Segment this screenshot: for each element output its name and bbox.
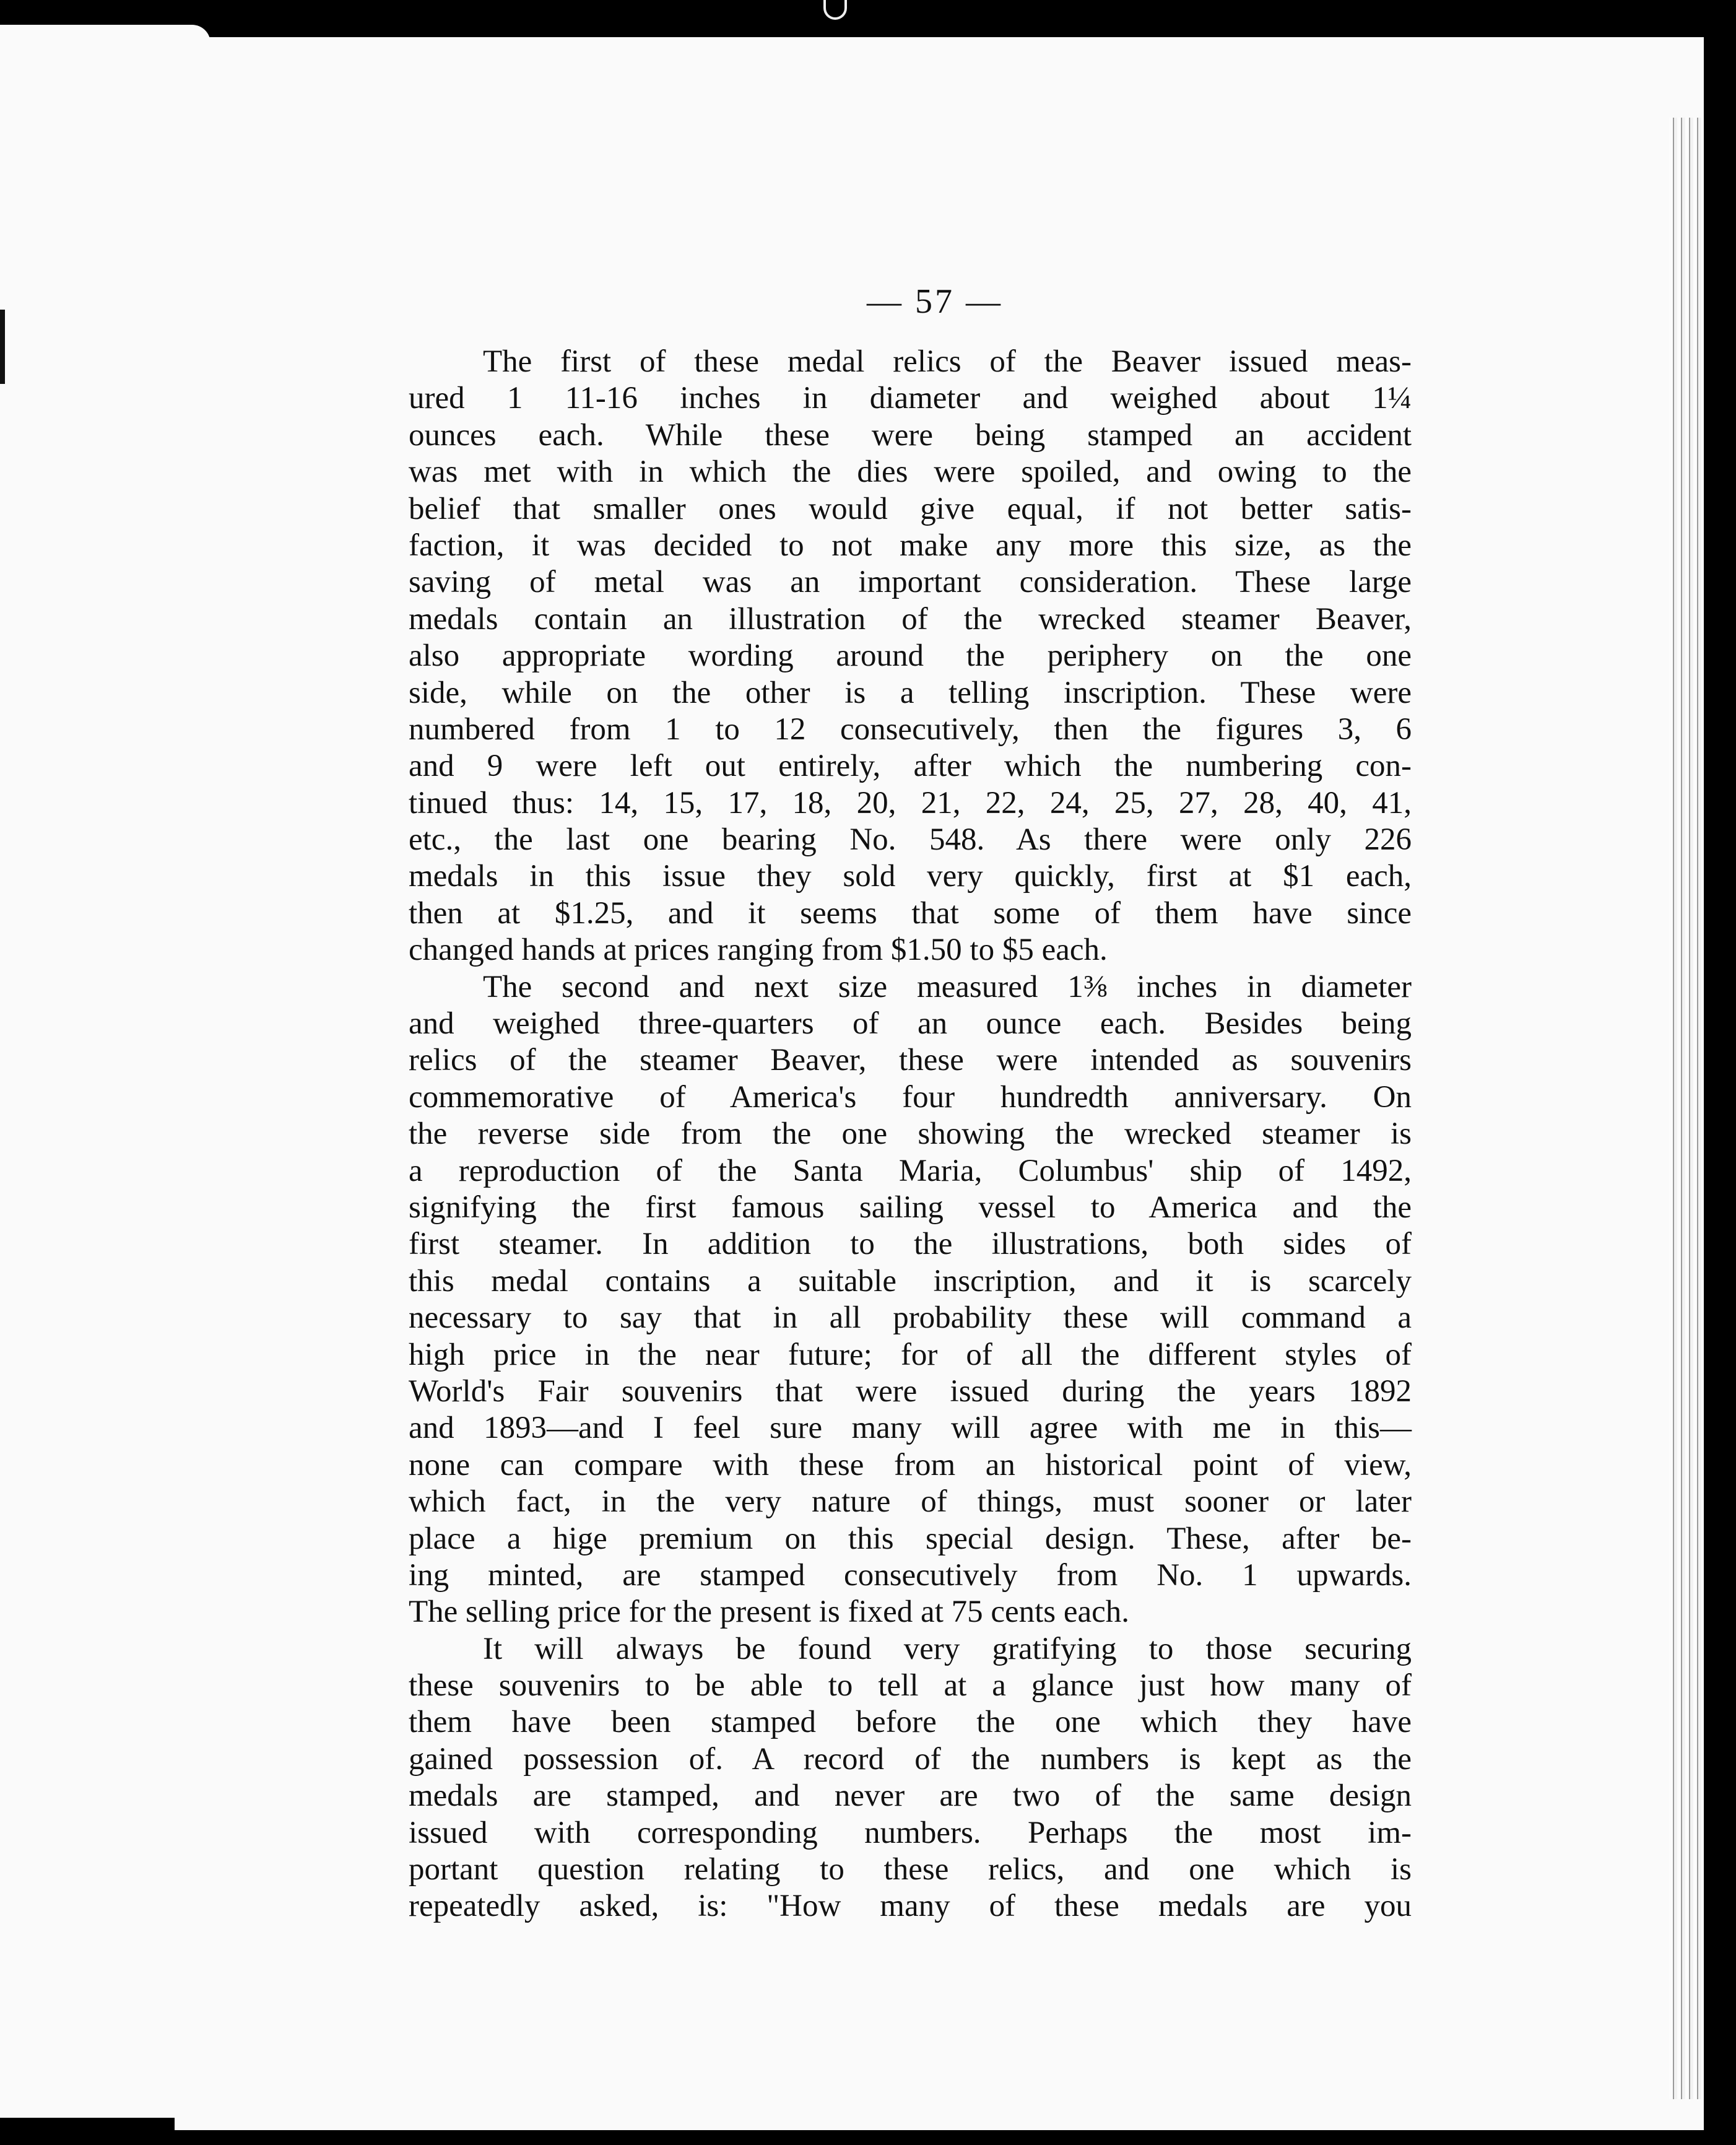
page-number: — 57 — (867, 282, 1003, 321)
text-line: first steamer. In addition to the illustrations, both sides of (409, 1227, 1412, 1262)
text-line: The first of these medal relics of the Beaver issued meas- (483, 344, 1412, 379)
text-line: then at $1.25, and it seems that some of them have since (409, 895, 1412, 931)
text-line: faction, it was decided to not make any more this size, as the (409, 528, 1412, 563)
text-line: ounces each. While these were being stamped an accident (409, 417, 1412, 453)
text-line: place a hige premium on this special design. These, after be- (409, 1521, 1412, 1556)
text-line: necessary to say that in all probability these will command a (409, 1300, 1412, 1336)
text-line: changed hands at prices ranging from $1.50 to $5 each. (409, 933, 1108, 968)
text-line: relics of the steamer Beaver, these were intended as souvenirs (409, 1043, 1412, 1078)
text-line: and weighed three-quarters of an ounce each. Besides being (409, 1006, 1412, 1042)
text-line: etc., the last one bearing No. 548. As there were only 226 (409, 822, 1412, 858)
text-line: The selling price for the present is fixed at 75 cents each. (409, 1595, 1130, 1630)
text-line: also appropriate wording around the periphery on the one (409, 638, 1412, 674)
text-line: which fact, in the very nature of things, must sooner or later (409, 1484, 1412, 1520)
text-line: portant question relating to these relics, and one which is (409, 1852, 1412, 1887)
text-line: ured 1 11-16 inches in diameter and weighed about 1¼ (409, 381, 1412, 416)
page-curl-mark (823, 0, 847, 20)
text-line: was met with in which the dies were spoiled, and owing to the (409, 455, 1412, 490)
text-line: ing minted, are stamped consecutively from No. 1 upwards. (409, 1557, 1412, 1593)
text-line: numbered from 1 to 12 consecutively, then the figures 3, 6 (409, 711, 1412, 747)
text-line: these souvenirs to be able to tell at a glance just how many of (409, 1668, 1412, 1703)
text-line: medals contain an illustration of the wrecked steamer Beaver, (409, 601, 1412, 637)
text-line: World's Fair souvenirs that were issued during the years 1892 (409, 1373, 1412, 1409)
text-line: tinued thus: 14, 15, 17, 18, 20, 21, 22, 24, 25, 27, 28, 40, 41, (409, 785, 1412, 820)
text-line: It will always be found very gratifying to those securing (483, 1631, 1412, 1666)
text-line: issued with corresponding numbers. Perhaps the most im- (409, 1815, 1412, 1850)
text-line: repeatedly asked, is: "How many of these medals are you (409, 1889, 1412, 1924)
text-line: and 1893—and I feel sure many will agree with me in this— (409, 1411, 1412, 1446)
text-line: signifying the first famous sailing vessel to America and the (409, 1190, 1412, 1225)
text-line: commemorative of America's four hundredth anniversary. On (409, 1079, 1412, 1115)
text-line: high price in the near future; for of all the different styles of (409, 1337, 1412, 1372)
text-line: the reverse side from the one showing the wrecked steamer is (409, 1116, 1412, 1152)
text-line: none can compare with these from an historical point of view, (409, 1447, 1412, 1482)
text-line: gained possession of. A record of the numbers is kept as the (409, 1741, 1412, 1777)
text-line: medals in this issue they sold very quickly, first at $1 each, (409, 859, 1412, 894)
text-line: a reproduction of the Santa Maria, Columbus' ship of 1492, (409, 1153, 1412, 1188)
text-line: saving of metal was an important consideration. These large (409, 565, 1412, 600)
text-line: them have been stamped before the one which they have (409, 1705, 1412, 1740)
text-line: side, while on the other is a telling inscription. These were (409, 675, 1412, 710)
text-line: and 9 were left out entirely, after which the numbering con- (409, 749, 1412, 784)
page-edges (1669, 118, 1704, 2099)
text-line: medals are stamped, and never are two of the same design (409, 1778, 1412, 1814)
left-page-marks (0, 310, 5, 384)
text-line: The second and next size measured 1⅜ inches in diameter (483, 969, 1412, 1004)
body-text (409, 344, 1412, 1925)
text-line: this medal contains a suitable inscription, and it is scarcely (409, 1263, 1412, 1299)
text-line: belief that smaller ones would give equal, if not better satis- (409, 491, 1412, 526)
